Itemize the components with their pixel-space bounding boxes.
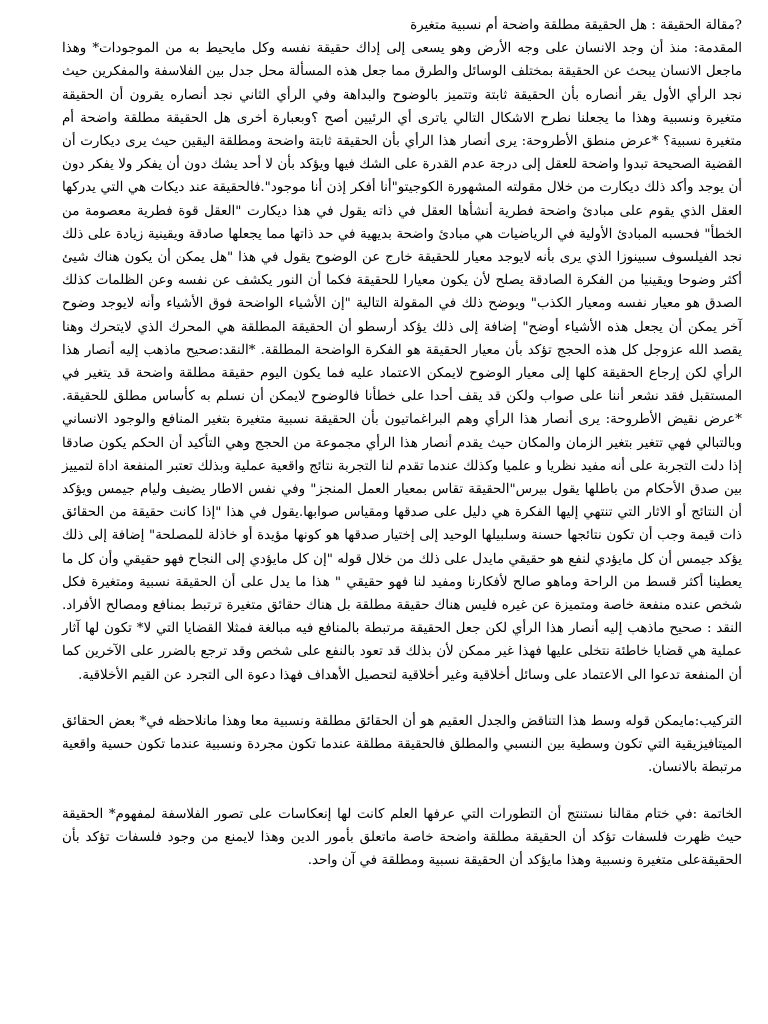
- document-page: [62, 14, 742, 872]
- essay-title: ?مقالة الحقيقة : هل الحقيقة مطلقة واضحة أم نسبية متغيرة: [410, 18, 742, 33]
- intro-and-body-paragraph: المقدمة: منذ أن وجد الانسان على وجه الأرض وهو يسعى إلى إداك حقيقة نفسه وكل مايحيط به من الموجودات* وهذا ماجعل الانسان يبحث عن الحقيقة بمختلف الوسائل والطرق مما جعل هذه المسألة محل جدل بين الفلاسفة والمفكرين حيث نجد الرأي الأول يقر أنصاره بأن الحقيقة ثابتة وتتميز بالوضوح والبداهة وفي الرأي الثاني نجد أنصاره يقرون أن الحقيقة متغيرة ونسبية وهذا ما يجعلنا نطرح الاشكال التالي ياترى أي الرئيين أصح ؟وبعبارة أخرى هل الحقيقة مطلقة واضحة أم متغيرة نسبية؟ *عرض منطق الأطروحة: يرى أنصار هذا الرأي بأن الحقيقة ثابتة واضحة ومطلقة اليقين حيث يرى ديكارت أن القضية الصحيحة تبدوا واضحة للعقل إلى درجة عدم القدرة على الشك فيها ويؤكد بأن لا أحد يشك دون أن يفكر ولا يفكر دون أن يوجد وأكد ذلك ديكارت من خلال مقولته المشهورة الكوجيتو"أنا أفكر إذن أنا موجود".فالحقيقة عند ديكات هي التي يدركها العقل الذي يقوم على مبادئ واضحة فطرية أنشأها العقل في ذاته يقول في هذا ديكارت "العقل قوة فطرية معصومة من الخطأ" فحسبه المبادئ الأولية في الرياضيات هي مبادئ واضحة بديهية في حد ذاتها مما يجعلها صادقة ويقينية زيادة على ذلك نجد الفيلسوف سبينوزا الذي يرى بأنه لايوجد معيار للحقيقة خارج عن الوضوح يقول في هذا "هل يمكن أن يكون هناك شيئ أكثر وضوحا ويقينيا من الفكرة الصادقة يصلح لأن يكون معيارا للحقيقة فكما أن النور يكشف عن نفسه وعن الظلمات كذلك الصدق هو معيار نفسه ومعيار الكذب" ويوضح ذلك في المقولة التالية "إن الأشياء الواضحة فوق الأشياء وأنه لايوجد وضوح آخر يمكن أن يجعل هذه الأشياء أوضح" إضافة إلى ذلك يؤكد أرسطو أن الحقيقة المطلقة هي المحرك الذي لايتحرك وهنا يقصد الله عزوجل كل هذه الحجج تؤكد بأن معيار الحقيقة هو الفكرة الواضحة المطلقة. *النقد:صحيح ماذهب إليه أنصار هذا الرأي لكن إرجاع الحقيقة كلها إلى معيار الوضوح لايمكن الاعتماد عليه فما يكون اليوم حقيقة مطلقة واضحة قد يتغير في المستقبل فقد نشعر أننا على صواب ولكن قد يقف أحدا على خطأنا فالوضوح لايمكن أن نسلم به كأساس مطلق للحقيقة. *عرض نقيض الأطروحة: يرى أنصار هذا الرأي وهم البراغماتيون بأن الحقيقة نسبية متغيرة بتغير المنافع والوجود الانساني وبالتبالي فهي تتغير بتغير الزمان والمكان حيث يقدم أنصار هذا الرأي مجموعة من الحجج وهي التأكيد أن الحكم يكون صادقا إذا دلت التجربة على أنه مفيد نظريا و علميا وكذلك عندما تقدم لنا التجربة نتائج واقعية عملية وبذلك تعتبر المنفعة اداة لتمييز بين صدق الأحكام من باطلها يقول بيرس"الحقيقة تقاس بمعيار العمل المنجز" وفي نفس الاطار يضيف وليام جيمس ويؤكد أن النتائج أو الاثار التي تنتهي إليها الفكرة هي دليل على صدقها ومقياس صوابها.يقول في هذا "إذا كانت حقيقة من الحقائق ذات قيمة وجب أن تكون نتائجها حسنة وسلبيلها الوحيد إلى إختيار صدقها هو كونها مؤيدة أو خاذلة للمصلحة" إضافة إلى ذلك يؤكد جيمس أن كل مايؤدي لنفع هو حقيقي مايدل على ذلك من خلال قوله "إن كل مايؤدي إلى النجاح فهو حقيقي وأن كل ما يعطينا أكثر قسط من الراحة وماهو صالح لأفكارنا ومفيد لنا فهو حقيقي " هذا ما يدل على أن الحقيقة نسبية ومتغيرة فكل شخص عنده منفعة خاصة ومتميزة عن غيره فليس هناك حقيقة مطلقة بل هناك حقائق متغيرة ترتبط بمنافع ومصالح الأفراد. النقد : صحيح ماذهب إليه أنصار هذا الرأي لكن جعل الحقيقة مرتبطة بالمنافع فيه مبالغة فمثلا القضايا التي لا* تكون لها آثار عملية هي قضايا خاطئة نتخلى عليها فهذا غير ممكن لأن بذلك قد تعود بالنفع على شخص وقد ترجع بالضرر على الآخرين كما أن المنفعة تدعوا الى الاعتماد على وسائل أخلاقية وغير أخلاقية لتحصيل الأهداف فهذا دعوة الى التجرد عن القيم الأخلاقية.: [62, 41, 742, 683]
- conclusion-paragraph: الخاتمة :في ختام مقالنا نستنتج أن التطورات التي عرفها العلم كانت لها إنعكاسات على تصور الفلاسفة لمفهوم* الحقيقة حيث ظهرت فلسفات تؤكد أن الحقيقة مطلقة واضحة خاصة ماتعلق بأمور الدين وهذا لايمنع من وجود فلسفات تؤكد بأن الحقيقةعلى متغيرة ونسبية وهذا مايؤكد أن الحقيقة نسبية ومطلقة في آن واحد.: [62, 806, 742, 868]
- synthesis-paragraph: التركيب:مايمكن قوله وسط هذا التناقض والجدل العقيم هو أن الحقائق مطلقة ونسبية معا وهذا مانلاحظه في* بعض الحقائق الميتافيزيقية التي تكون وسطية بين النسبي والمطلق فالحقيقة مطلقة عندما تكون مجردة ونسبية عندما تكون حسية واقعية مرتبطة بالانسان.: [62, 713, 742, 776]
